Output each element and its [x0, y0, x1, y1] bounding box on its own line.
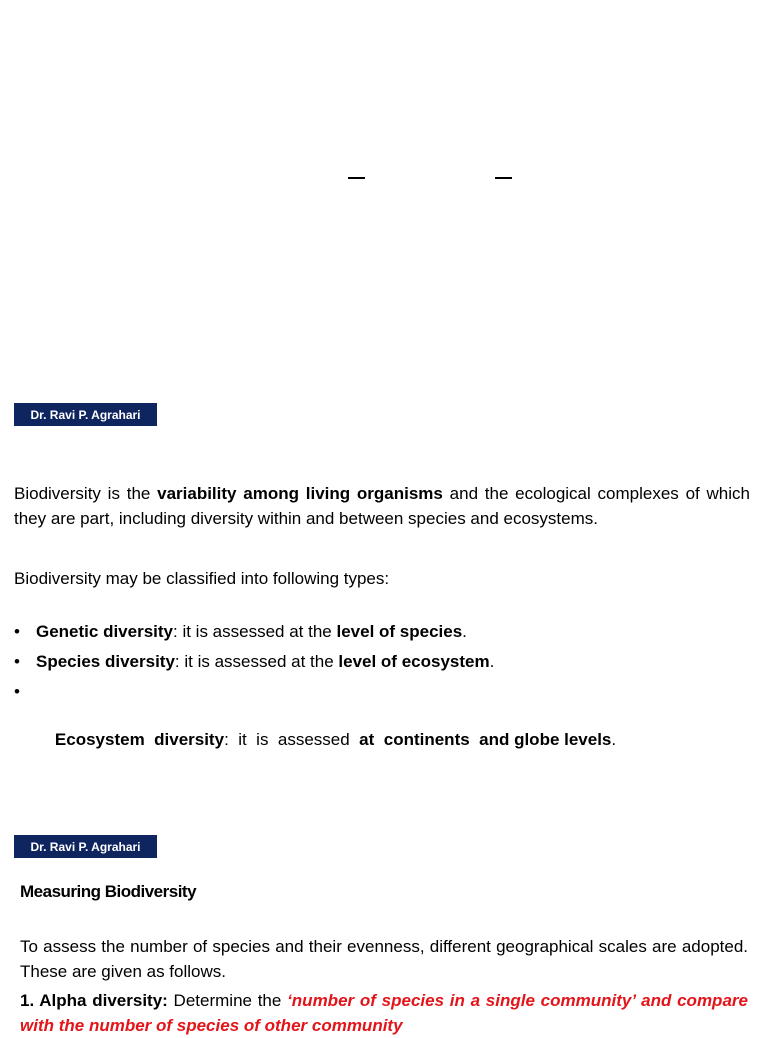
author-badge — [14, 403, 157, 426]
title-dash-left — [348, 177, 365, 179]
list-item-species — [14, 650, 750, 680]
alpha-diversity-paragraph — [20, 988, 748, 1038]
bullet-level: level of species — [336, 622, 463, 641]
bullet-end: . — [489, 652, 495, 671]
bullet-icon: • — [14, 682, 20, 701]
alpha-definition: ‘number of species in a single community’ and compare with the number of species of other community — [20, 991, 748, 1035]
classified-text: Biodiversity may be classified into following types: — [14, 569, 390, 588]
bullet-icon: • — [14, 622, 20, 641]
bullet-mid: : it is assessed at the — [173, 622, 337, 641]
bullet-icon: • — [14, 652, 20, 671]
bullet-term: Species diversity — [36, 652, 175, 671]
intro-bold: variability among living organisms — [157, 484, 443, 503]
measuring-paragraph: To assess the number of species and their evenness, different geographical scales are adopted. These are given as follows. — [20, 937, 748, 981]
bullet-term: Ecosystem diversity — [54, 730, 225, 749]
list-item-ecosystem — [14, 680, 750, 749]
intro-text-1: Biodiversity is the — [14, 484, 158, 503]
author-badge-2 — [14, 835, 157, 858]
bullet-end: . — [611, 730, 617, 749]
list-item-genetic — [14, 620, 750, 650]
author-name-2: Dr. Ravi P. Agrahari — [30, 839, 141, 854]
bullet-end: . — [462, 622, 467, 641]
section-heading: Measuring Biodiversity — [20, 882, 197, 901]
alpha-text: Determine the — [167, 991, 288, 1010]
bullet-term: Genetic diversity — [36, 622, 174, 641]
intro-text-2: and the ecological complexes of which they are part, including diversity within and between species and ecosystems. — [14, 484, 750, 528]
intro-paragraph — [14, 481, 750, 531]
author-name: Dr. Ravi P. Agrahari — [30, 407, 141, 422]
bullet-level: at continents and globe levels — [359, 730, 612, 749]
title-dash-right — [495, 177, 512, 179]
alpha-label: 1. Alpha diversity: — [20, 991, 168, 1010]
bullet-level: level of ecosystem — [338, 652, 490, 671]
diversity-types-list — [14, 620, 750, 749]
bullet-mid: : it is assessed at the — [174, 652, 339, 671]
bullet-mid: : it is assessed — [224, 730, 360, 749]
